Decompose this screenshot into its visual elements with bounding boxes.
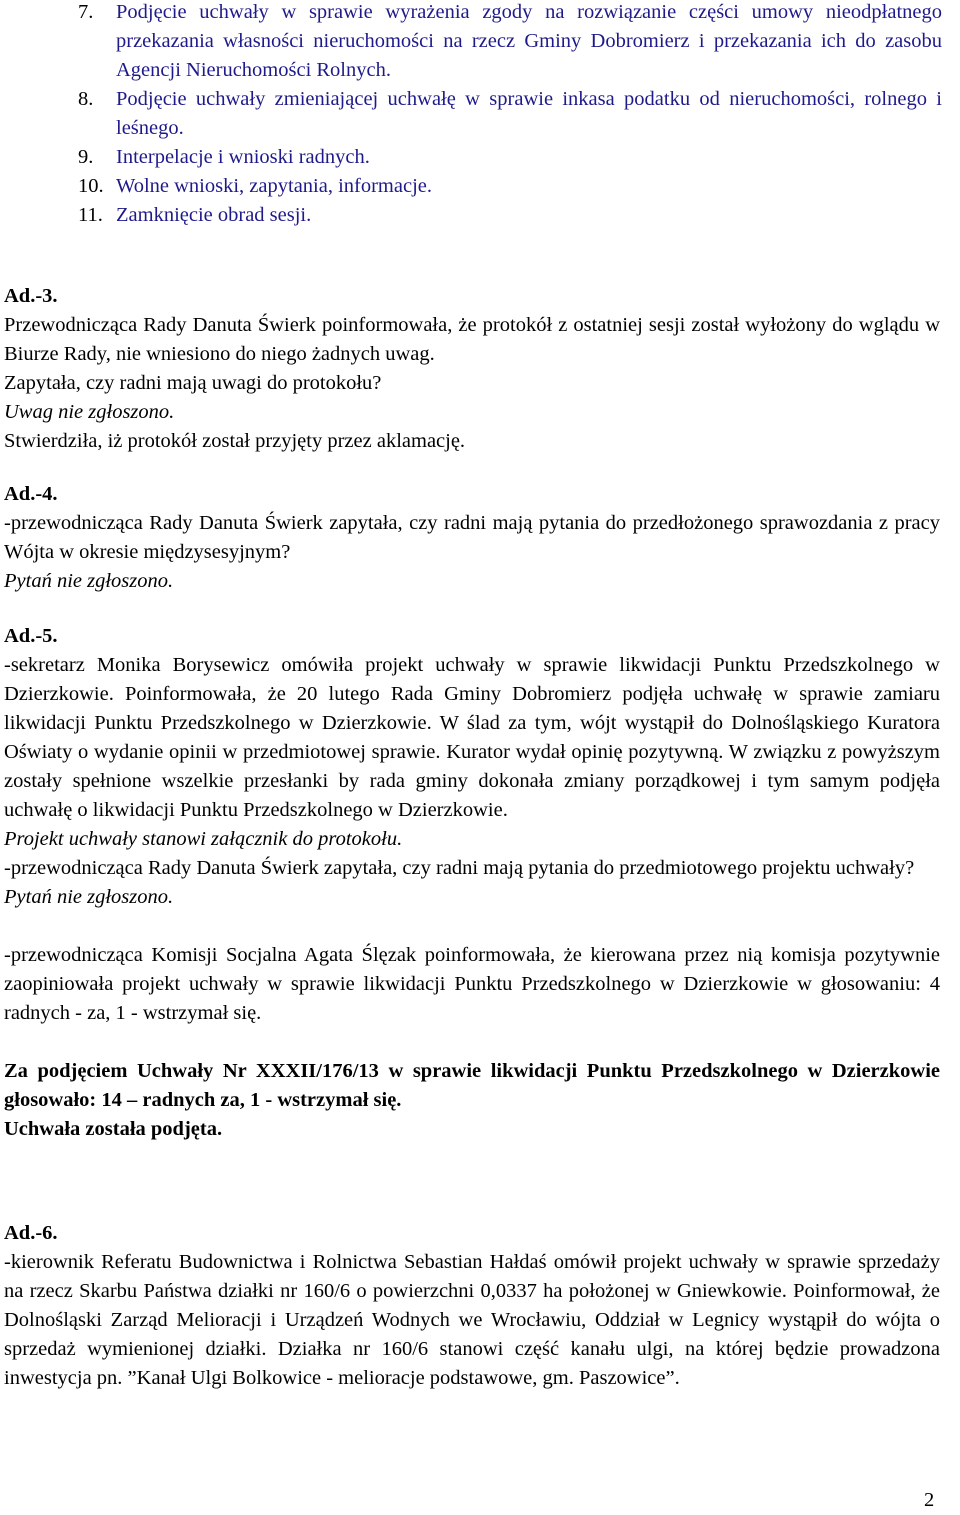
agenda-item-number: 8.	[78, 88, 94, 110]
page-number: 2	[924, 1489, 935, 1511]
agenda-list	[78, 0, 942, 230]
note: Pytań nie zgłoszono.	[4, 570, 174, 592]
agenda-item	[78, 201, 942, 230]
agenda-item-text: Zamknięcie obrad sesji.	[116, 204, 312, 226]
agenda-item-text: Interpelacje i wnioski radnych.	[116, 146, 370, 168]
section-ad4	[4, 480, 940, 596]
agenda-item-number: 11.	[78, 204, 103, 226]
agenda-item	[78, 143, 942, 172]
agenda-item-text: Wolne wnioski, zapytania, informacje.	[116, 175, 432, 197]
section-ad3	[4, 282, 940, 456]
section-heading: Ad.-4.	[4, 483, 58, 505]
paragraph: Stwierdziła, iż protokół został przyjęty przez aklamację.	[4, 430, 466, 452]
paragraph: -przewodnicząca Rady Danuta Świerk zapytała, czy radni mają pytania do przedłożonego sprawozdania z pracy Wójta w okresie międzysesyjnym?	[4, 512, 940, 563]
section-heading: Ad.-6.	[4, 1222, 58, 1244]
paragraph: Zapytała, czy radni mają uwagi do protokołu?	[4, 372, 382, 394]
note: Projekt uchwały stanowi załącznik do protokołu.	[4, 828, 403, 850]
section-ad5	[4, 622, 940, 1144]
agenda-item-number: 9.	[78, 146, 94, 168]
agenda-item	[78, 0, 942, 85]
section-ad6	[4, 1219, 940, 1393]
note: Uwag nie zgłoszono.	[4, 401, 175, 423]
agenda-item-text: Podjęcie uchwały zmieniającej uchwałę w sprawie inkasa podatku od nieruchomości, rolnego i leśnego.	[116, 88, 942, 139]
agenda-item-number: 10.	[78, 175, 104, 197]
paragraph: -przewodnicząca Komisji Socjalna Agata Ślęzak poinformowała, że kierowana przez nią komisja pozytywnie zaopiniowała projekt uchwały w sprawie likwidacji Punktu Przedszkolnego w Dzierzkowie w głosowaniu: 4 radnych - za, 1 - wstrzymał się.	[4, 944, 940, 1024]
agenda-item	[78, 85, 942, 143]
agenda-item-text: Podjęcie uchwały w sprawie wyrażenia zgody na rozwiązanie części umowy nieodpłatnego przekazania własności nieruchomości na rzecz Gminy Dobromierz i przekazania ich do zasobu Agencji Nieruchomości Rolnych.	[116, 1, 942, 81]
paragraph: -kierownik Referatu Budownictwa i Rolnictwa Sebastian Hałdaś omówił projekt uchwały w sprawie sprzedaży na rzecz Skarbu Państwa działki nr 160/6 o powierzchni 0,0337 ha położonej w Gniewkowie. Poinformował, że Dolnośląski Zarząd Melioracji i Urządzeń Wodnych we Wrocławiu, Oddział w Legnicy wystąpił do wójta o sprzedaż wymienionej działki. Działka nr 160/6 stanowi część kanału ulgi, na której będzie prowadzona inwestycja pn. ”Kanał Ulgi Bolkowice - melioracje podstawowe, gm. Paszowice”.	[4, 1251, 940, 1389]
note: Pytań nie zgłoszono.	[4, 886, 174, 908]
paragraph: Przewodnicząca Rady Danuta Świerk poinformowała, że protokół z ostatniej sesji został wyłożony do wglądu w Biurze Rady, nie wniesiono do niego żadnych uwag.	[4, 314, 940, 365]
vote-result: Za podjęciem Uchwały Nr XXXII/176/13 w sprawie likwidacji Punktu Przedszkolnego w Dzierzkowie głosowało: 14 – radnych za, 1 - wstrzymał się.	[4, 1060, 940, 1111]
section-heading: Ad.-3.	[4, 285, 58, 307]
agenda-item-number: 7.	[78, 1, 94, 23]
paragraph: -przewodnicząca Rady Danuta Świerk zapytała, czy radni mają pytania do przedmiotowego projektu uchwały?	[4, 857, 915, 879]
resolution-adopted: Uchwała została podjęta.	[4, 1118, 223, 1140]
agenda-item	[78, 172, 942, 201]
paragraph: -sekretarz Monika Borysewicz omówiła projekt uchwały w sprawie likwidacji Punktu Przedszkolnego w Dzierzkowie. Poinformowała, że 20 lutego Rada Gminy Dobromierz podjęła uchwałę w sprawie zamiaru likwidacji Punktu Przedszkolnego w Dzierzkowie. W ślad za tym, wójt wystąpił do Dolnośląskiego Kuratora Oświaty o wydanie opinii w przedmiotowej sprawie. Kurator wydał opinię pozytywną. W związku z powyższym zostały spełnione wszelkie przesłanki by rada gminy dokonała zmiany porządkowej i tym samym podjęła uchwałę o likwidacji Punktu Przedszkolnego w Dzierzkowie.	[4, 654, 940, 821]
section-heading: Ad.-5.	[4, 625, 58, 647]
